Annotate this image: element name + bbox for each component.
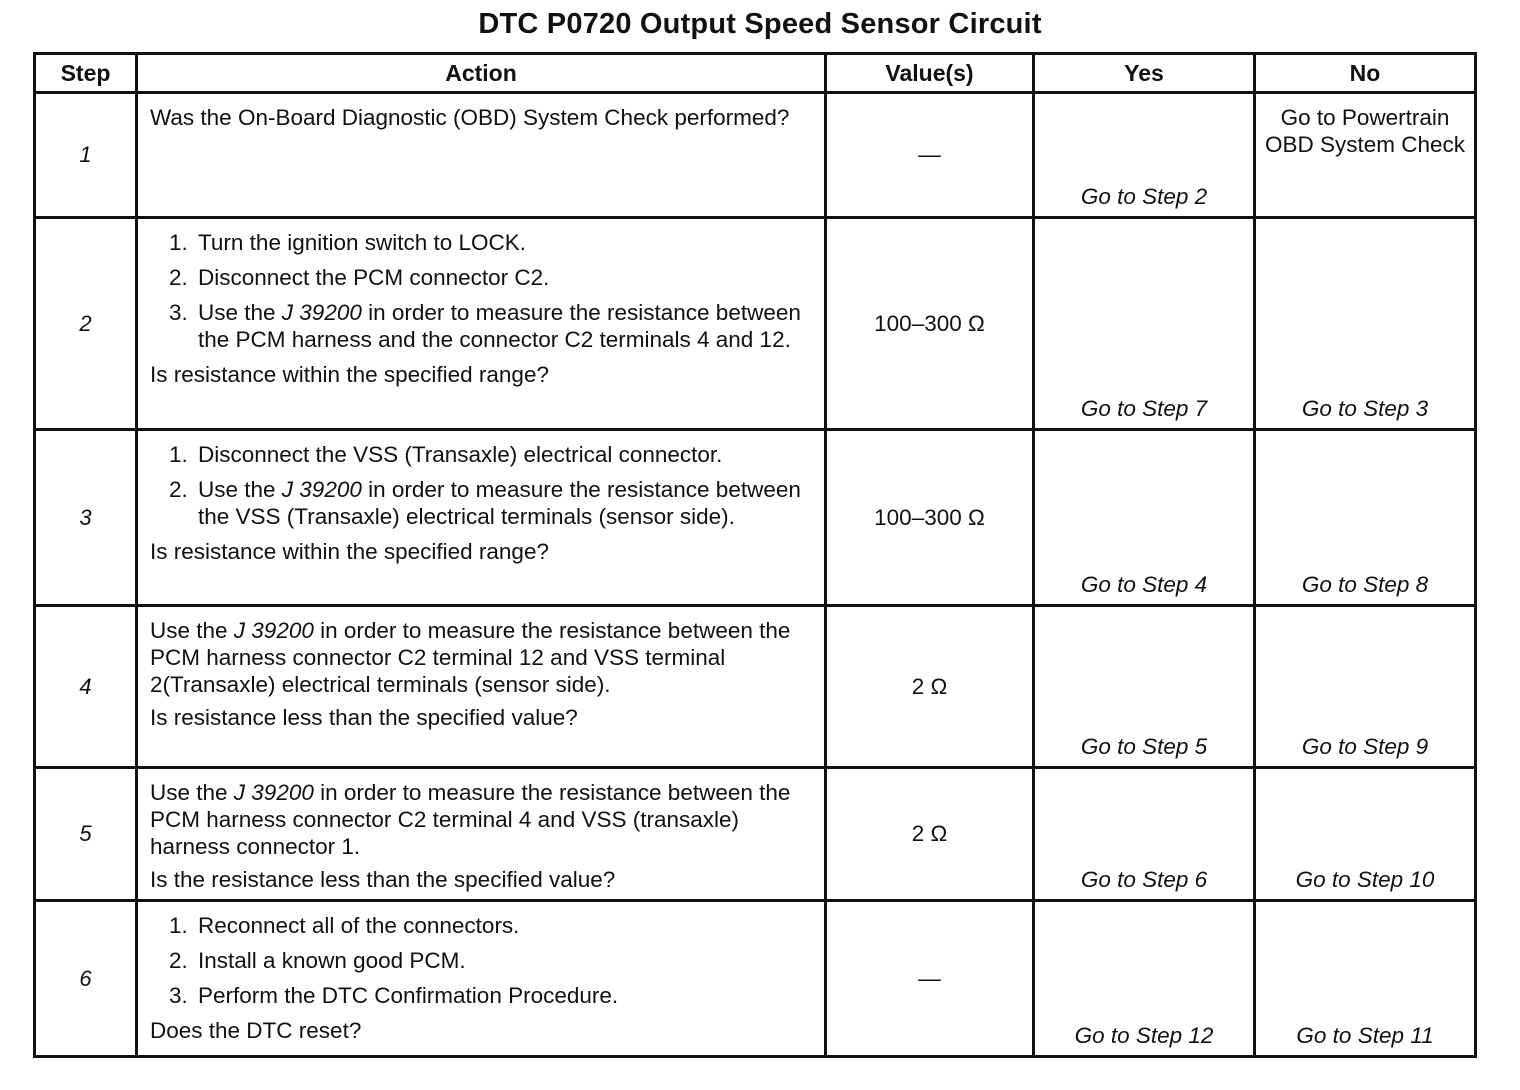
action-text: Was the On-Board Diagnostic (OBD) System Check performed? bbox=[150, 105, 790, 130]
value-cell: 2 Ω bbox=[826, 606, 1034, 768]
text-segment: in order to measure the resistance between the PCM harness connector C2 terminal 12 and VSS terminal 2(Transaxle) electrical terminals (sensor side). bbox=[150, 618, 791, 697]
header-yes: Yes bbox=[1034, 54, 1255, 93]
yes-cell: Go to Step 12 bbox=[1034, 901, 1255, 1057]
action-list bbox=[174, 229, 816, 353]
tool-name: J 39200 bbox=[281, 477, 362, 502]
yes-cell: Go to Step 5 bbox=[1034, 606, 1255, 768]
table-row bbox=[35, 93, 1476, 218]
tool-name: J 39200 bbox=[233, 780, 314, 805]
list-item: 1. Turn the ignition switch to LOCK. bbox=[194, 229, 816, 256]
text-segment: in order to measure the resistance between the PCM harness connector C2 terminal 4 and VSS (transaxle) harness connector 1. bbox=[150, 780, 791, 859]
yes-cell: Go to Step 7 bbox=[1034, 218, 1255, 430]
action-cell bbox=[137, 768, 826, 901]
list-item: 2. Disconnect the PCM connector C2. bbox=[194, 264, 816, 291]
action-question: Is resistance less than the specified value? bbox=[150, 705, 578, 730]
no-cell: Go to Step 8 bbox=[1255, 430, 1476, 606]
action-cell bbox=[137, 430, 826, 606]
text-segment: Use the bbox=[198, 477, 282, 502]
action-cell bbox=[137, 93, 826, 218]
action-cell bbox=[137, 606, 826, 768]
list-item: 1. Disconnect the VSS (Transaxle) electrical connector. bbox=[194, 441, 816, 468]
no-cell: Go to Step 10 bbox=[1255, 768, 1476, 901]
step-number: 6 bbox=[35, 901, 137, 1057]
step-number: 2 bbox=[35, 218, 137, 430]
action-question: Does the DTC reset? bbox=[150, 1018, 362, 1043]
action-list bbox=[174, 441, 816, 530]
step-number: 4 bbox=[35, 606, 137, 768]
yes-cell: Go to Step 4 bbox=[1034, 430, 1255, 606]
text-segment: Use the bbox=[150, 780, 234, 805]
text-segment: in order to measure the resistance between the PCM harness and the connector C2 terminals 4 and 12. bbox=[198, 300, 801, 352]
value-cell: 100–300 Ω bbox=[826, 218, 1034, 430]
value-cell: — bbox=[826, 93, 1034, 218]
header-values: Value(s) bbox=[826, 54, 1034, 93]
table-row bbox=[35, 901, 1476, 1057]
table-row bbox=[35, 430, 1476, 606]
value-cell: 2 Ω bbox=[826, 768, 1034, 901]
step-number: 1 bbox=[35, 93, 137, 218]
action-question: Is the resistance less than the specified value? bbox=[150, 867, 616, 892]
step-number: 3 bbox=[35, 430, 137, 606]
text-segment: Use the bbox=[150, 618, 234, 643]
action-text bbox=[150, 779, 816, 860]
text-segment: in order to measure the resistance between the VSS (Transaxle) electrical terminals (sensor side). bbox=[198, 477, 801, 529]
page-title: DTC P0720 Output Speed Sensor Circuit bbox=[478, 8, 1042, 40]
action-cell bbox=[137, 218, 826, 430]
table-row bbox=[35, 218, 1476, 430]
action-question: Is resistance within the specified range? bbox=[150, 362, 549, 387]
list-item: 3. Perform the DTC Confirmation Procedure. bbox=[194, 982, 816, 1009]
action-list bbox=[174, 912, 816, 1009]
value-cell: — bbox=[826, 901, 1034, 1057]
step-number: 5 bbox=[35, 768, 137, 901]
table-row bbox=[35, 606, 1476, 768]
list-item: 1. Reconnect all of the connectors. bbox=[194, 912, 816, 939]
tool-name: J 39200 bbox=[233, 618, 314, 643]
text-segment: Use the bbox=[198, 300, 282, 325]
value-cell: 100–300 Ω bbox=[826, 430, 1034, 606]
table-row bbox=[35, 768, 1476, 901]
list-item bbox=[194, 476, 816, 530]
action-question: Is resistance within the specified range? bbox=[150, 539, 549, 564]
header-step: Step bbox=[35, 54, 137, 93]
list-item bbox=[194, 299, 816, 353]
list-item: 2. Install a known good PCM. bbox=[194, 947, 816, 974]
header-action: Action bbox=[137, 54, 826, 93]
yes-cell: Go to Step 2 bbox=[1034, 93, 1255, 218]
diagnostic-table bbox=[33, 52, 1477, 1058]
action-text bbox=[150, 617, 816, 698]
table-header-row bbox=[35, 54, 1476, 93]
tool-name: J 39200 bbox=[281, 300, 362, 325]
yes-cell: Go to Step 6 bbox=[1034, 768, 1255, 901]
no-cell: Go to Powertrain OBD System Check bbox=[1255, 93, 1476, 218]
no-cell: Go to Step 9 bbox=[1255, 606, 1476, 768]
no-cell: Go to Step 3 bbox=[1255, 218, 1476, 430]
header-no: No bbox=[1255, 54, 1476, 93]
no-cell: Go to Step 11 bbox=[1255, 901, 1476, 1057]
action-cell bbox=[137, 901, 826, 1057]
